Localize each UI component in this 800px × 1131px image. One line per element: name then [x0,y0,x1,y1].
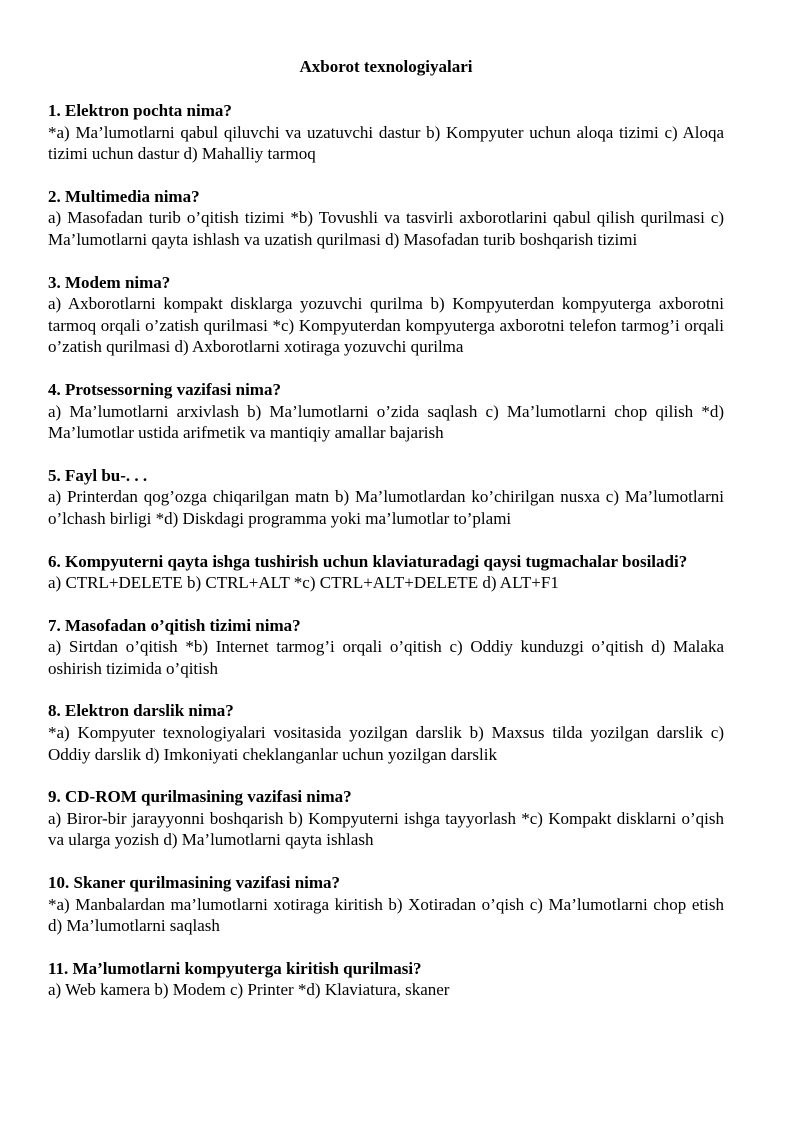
question-text: 5. Fayl bu-. . . [48,465,148,485]
question-text: 2. Multimedia nima? [48,186,200,206]
question-item [48,872,724,937]
question-item [48,186,724,251]
document-title: Axborot texnologiyalari [299,57,473,76]
answer-options: *a) Manbalardan ma’lumotlarni xotiraga kiritish b) Xotiradan o’qish c) Ma’lumotlarni chop etish d) Ma’lumotlarni saqlash [48,894,724,936]
question-item [48,786,724,851]
question-text: 3. Modem nima? [48,272,171,292]
question-text: 4. Protsessorning vazifasi nima? [48,379,281,399]
answer-options: a) Web kamera b) Modem c) Printer *d) Klaviatura, skaner [48,980,450,1000]
document-page [48,56,724,1022]
question-item [48,700,724,765]
question-text: 1. Elektron pochta nima? [48,101,232,120]
question-text: 7. Masofadan o’qitish tizimi nima? [48,615,301,635]
question-item [48,100,724,165]
question-text: 11. Ma’lumotlarni kompyuterga kiritish qurilmasi? [48,958,422,978]
question-item [48,465,724,530]
answer-options: a) Biror-bir jarayyonni boshqarish b) Kompyuterni ishga tayyorlash *c) Kompakt disklarni o’qish va ularga yozish d) Ma’lumotlarni qayta ishlash [48,808,724,850]
question-text: 10. Skaner qurilmasining vazifasi nima? [48,873,341,893]
answer-options: a) CTRL+DELETE b) CTRL+ALT *c) CTRL+ALT+DELETE d) ALT+F1 [48,573,559,593]
answer-options: *a) Ma’lumotlarni qabul qiluvchi va uzatuvchi dastur b) Kompyuter uchun aloqa tizimi c) Aloqa tizimi uchun dastur d) Mahalliy tarmoq [48,122,724,164]
question-text: 8. Elektron darslik nima? [48,701,234,721]
answer-options: a) Sirtdan o’qitish *b) Internet tarmog’i orqali o’qitish c) Oddiy kunduzgi o’qitish d) Malaka oshirish tizimida o’qitish [48,637,724,678]
question-text: 6. Kompyuterni qayta ishga tushirish uchun klaviaturadagi qaysi tugmachalar bosiladi? [48,551,688,571]
question-item [48,551,724,594]
answer-options: a) Printerdan qog’ozga chiqarilgan matn b) Ma’lumotlardan ko’chirilgan nusxa c) Ma’lumotlarni o’lchash birligi *d) Diskdagi programma yoki ma’lumotlar to’plami [48,487,724,528]
question-item [48,615,724,680]
question-item [48,379,724,444]
question-item [48,958,724,1001]
answer-options: a) Ma’lumotlarni arxivlash b) Ma’lumotlarni o’zida saqlash c) Ma’lumotlarni chop qilish *d) Ma’lumotlar ustida arifmetik va mantiqiy amallar bajarish [48,401,724,443]
answer-options: *a) Kompyuter texnologiyalari vositasida yozilgan darslik b) Maxsus tilda yozilgan darslik c) Oddiy darslik d) Imkoniyati cheklanganlar uchun yozilgan darslik [48,723,724,764]
answer-options: a) Masofadan turib o’qitish tizimi *b) Tovushli va tasvirli axborotlarini qabul qilish qurilmasi c) Ma’lumotlarni qayta ishlash va uzatish qurilmasi d) Masofadan turib boshqarish tizimi [48,208,724,249]
question-text: 9. CD-ROM qurilmasining vazifasi nima? [48,787,352,807]
question-item [48,272,724,358]
answer-options: a) Axborotlarni kompakt disklarga yozuvchi qurilma b) Kompyuterdan kompyuterga axborotni tarmoq orqali o’zatish qurilmasi *c) Kompyuterdan kompyuterga axborotni telefon tarmog’i orqali o’zatish qurilmasi d) Axborotlarni xotiraga yozuvchi qurilma [48,294,724,357]
